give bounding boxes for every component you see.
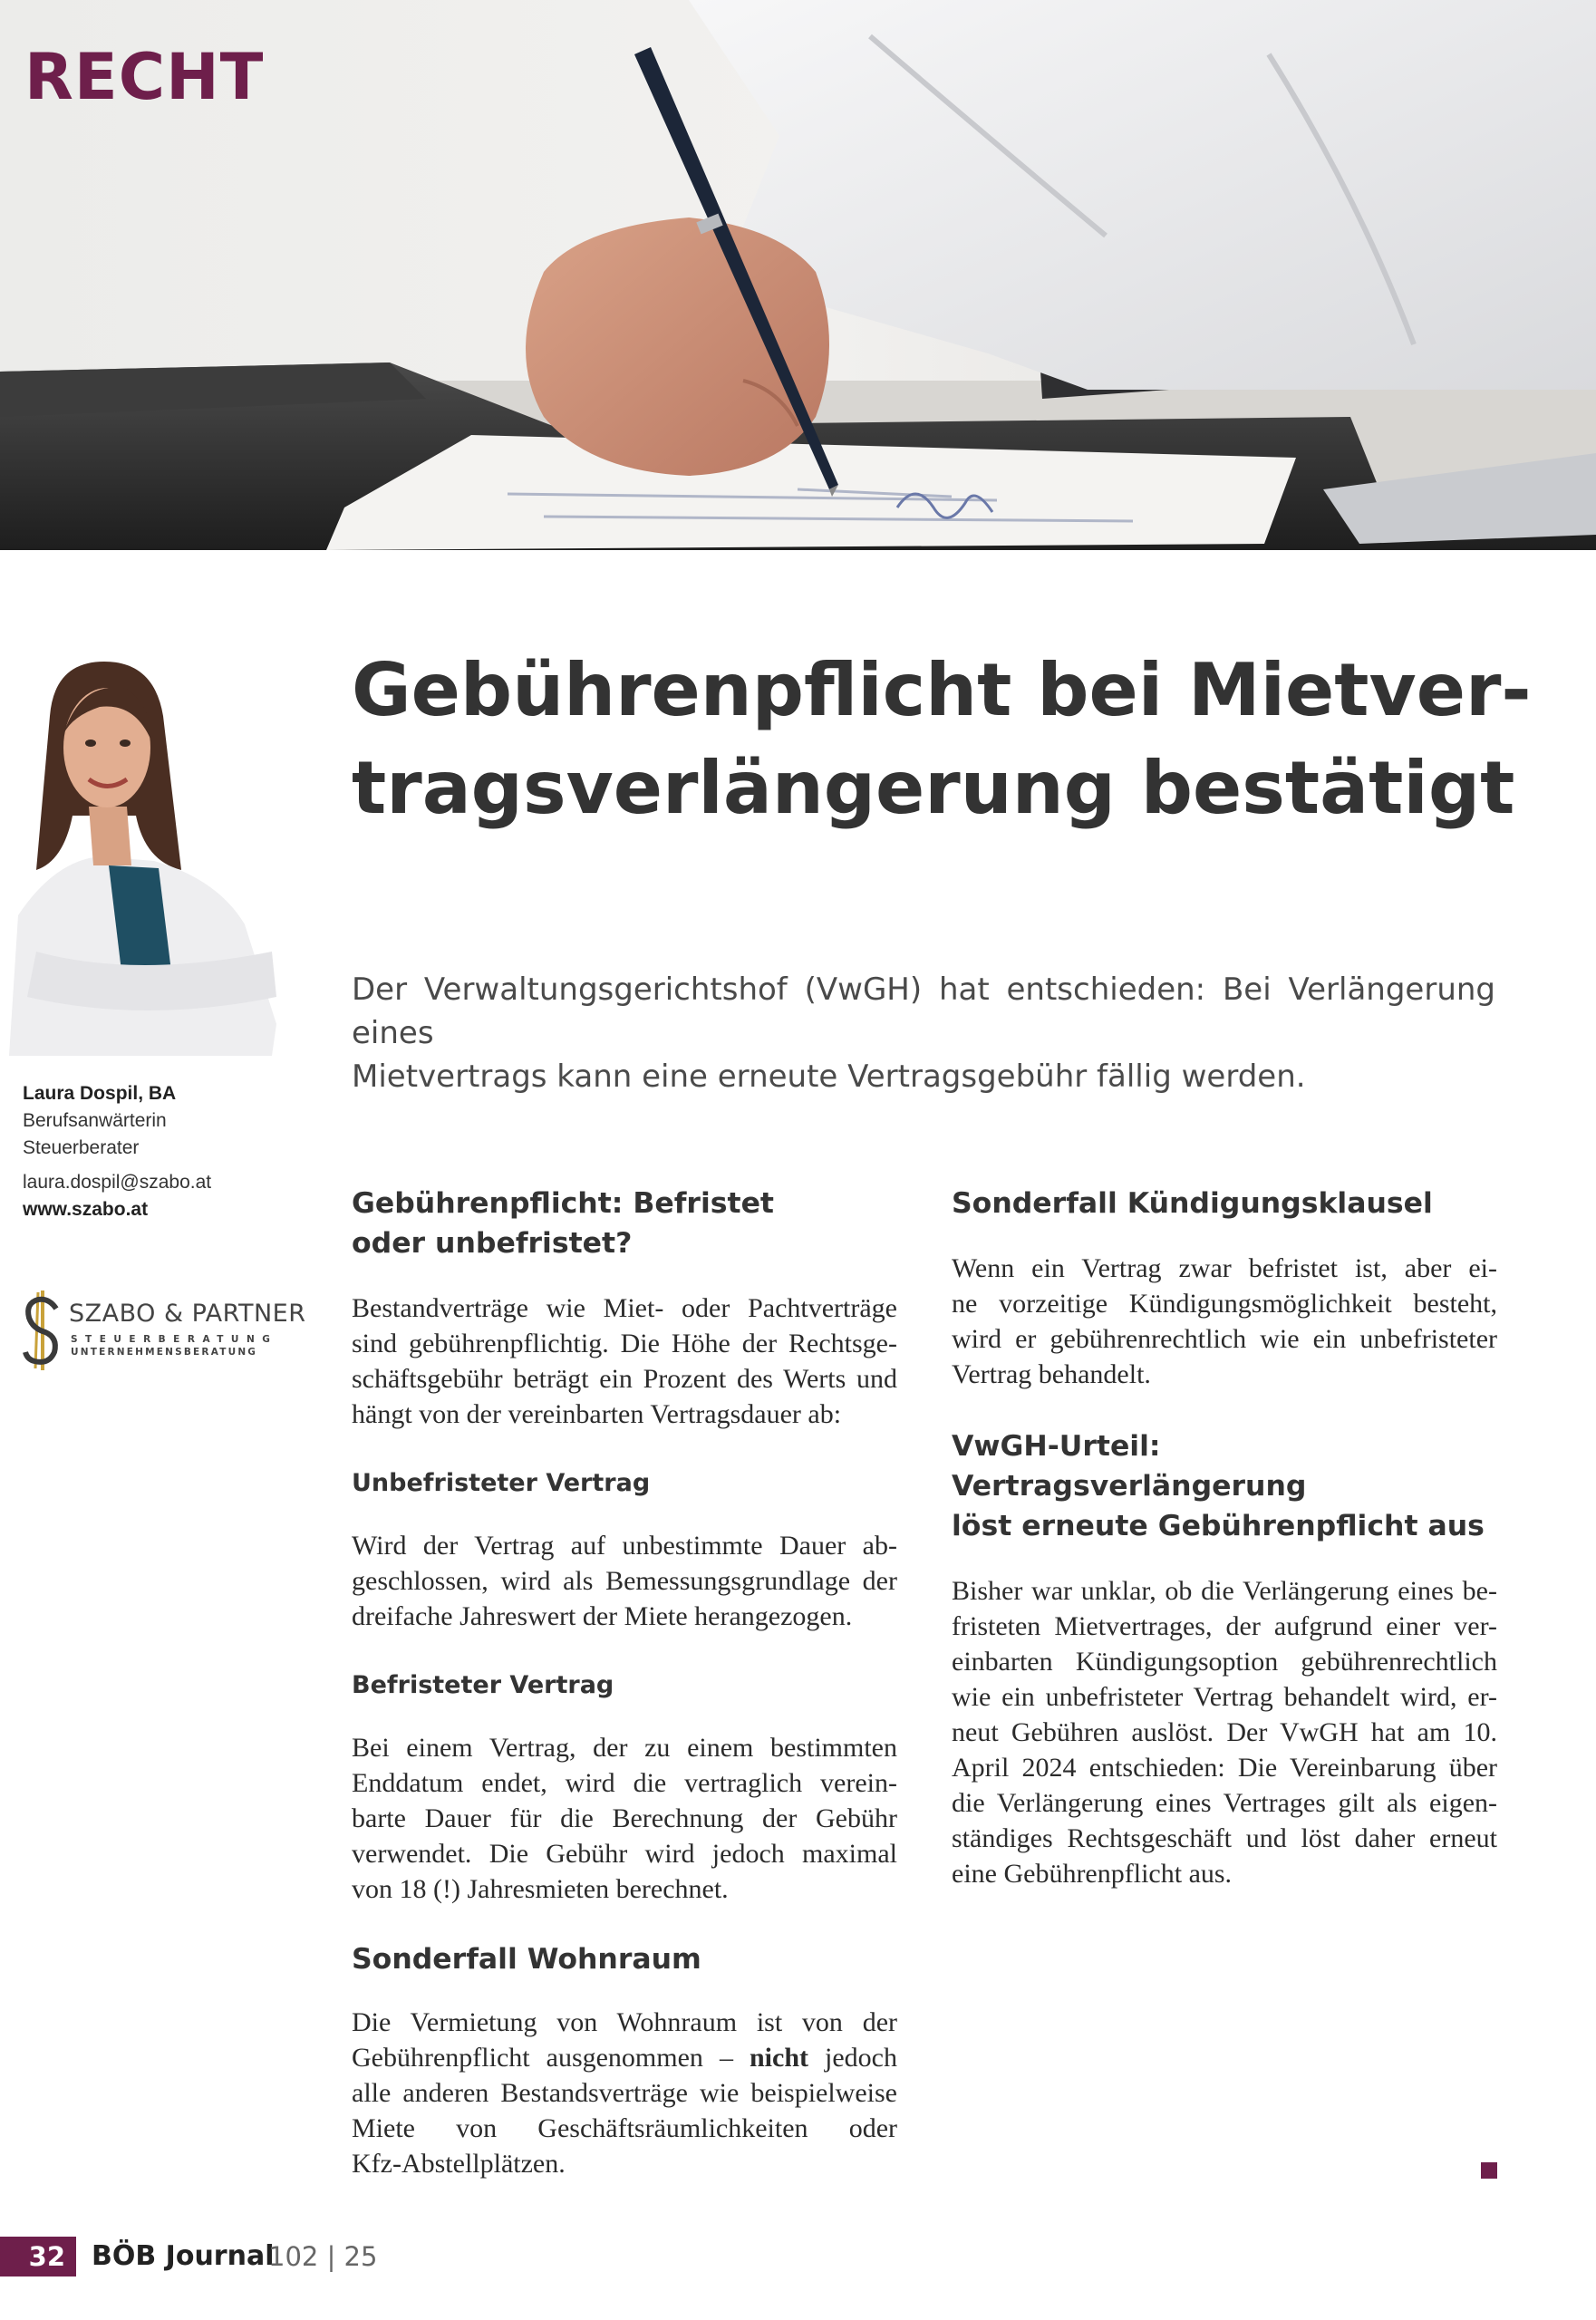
text-line: alle anderen Bestandsverträge wie beispielweise bbox=[352, 2078, 897, 2108]
text-line: April 2024 entschieden: Die Vereinbarung über bbox=[952, 1753, 1497, 1783]
text-line: dreifache Jahreswert der Miete herangezogen. bbox=[352, 1601, 853, 1631]
section-heading bbox=[952, 1426, 1497, 1546]
paragraph bbox=[952, 1573, 1497, 1891]
text-line: hängt von der vereinbarten Vertragsdauer ab: bbox=[352, 1399, 842, 1429]
lead-line: Mietvertrags kann eine erneute Vertragsgebühr fällig werden. bbox=[352, 1058, 1306, 1095]
text-line: Wenn ein Vertrag zwar befristet ist, aber ei- bbox=[952, 1253, 1497, 1283]
paragraph bbox=[352, 1730, 897, 1907]
text-line: ständiges Rechtsgeschäft und löst daher erneut bbox=[952, 1823, 1497, 1853]
text-line: einbarten Kündigungsoption gebührenrechtlich bbox=[952, 1647, 1497, 1677]
author-info bbox=[23, 1080, 295, 1223]
text-line: wie ein unbefristeter Vertrag behandelt wird, er- bbox=[952, 1682, 1497, 1712]
text-line: schäftsgebühr beträgt ein Prozent des Werts und bbox=[352, 1364, 897, 1394]
section-heading: Sonderfall Wohnraum bbox=[352, 1943, 701, 1976]
issue-number: 102 | 25 bbox=[268, 2241, 378, 2272]
logo-line: UNTERNEHMENSBERATUNG bbox=[71, 1347, 258, 1358]
text-line: Vertrag behandelt. bbox=[952, 1359, 1151, 1389]
text-line: Enddatum endet, wird die vertraglich verein- bbox=[352, 1768, 897, 1798]
subheading: Befristeter Vertrag bbox=[352, 1671, 614, 1699]
text-line: Bei einem Vertrag, der zu einem bestimmten bbox=[352, 1733, 897, 1763]
text-line: Kfz-Abstellplätzen. bbox=[352, 2149, 566, 2179]
logo-brand: SZABO & PARTNER bbox=[69, 1300, 306, 1328]
section-heading bbox=[352, 1184, 897, 1263]
text-line: die Verlängerung eines Vertrages gilt als eigen- bbox=[952, 1788, 1497, 1818]
paragraph bbox=[352, 2005, 897, 2181]
author-email[interactable]: laura.dospil@szabo.at bbox=[23, 1172, 212, 1193]
text-line: sind gebührenpflichtig. Die Höhe der Rechtsge- bbox=[352, 1329, 897, 1358]
text-line: Miete von Geschäftsräumlichkeiten oder bbox=[352, 2113, 897, 2143]
szabo-partner-logo bbox=[22, 1289, 306, 1372]
text-run: jedoch bbox=[808, 2043, 897, 2073]
text-line: geschlossen, wird als Bemessungsgrundlage der bbox=[352, 1566, 897, 1596]
title-line: Gebührenpflicht bei Mietver- bbox=[352, 648, 1532, 732]
section-label: RECHT bbox=[24, 40, 265, 114]
article-lead bbox=[352, 968, 1495, 1098]
text-line: fristeten Mietvertrages, der aufgrund einer ver- bbox=[952, 1611, 1497, 1641]
article-title bbox=[352, 642, 1566, 837]
heading-line: VwGH-Urteil: Vertragsverlängerung bbox=[952, 1430, 1307, 1503]
author-portrait-illustration bbox=[0, 652, 281, 1056]
text-line: Bestandverträge wie Miet- oder Pachtverträge bbox=[352, 1293, 897, 1323]
logo-line: STEUERBERATUNG bbox=[71, 1334, 278, 1345]
left-column bbox=[352, 1184, 897, 2181]
author-role: Berufsanwärterin bbox=[23, 1110, 167, 1131]
page-number: 32 bbox=[0, 2237, 76, 2276]
article-end-mark bbox=[1481, 2162, 1497, 2179]
text-line: von 18 (!) Jahresmieten berechnet. bbox=[352, 1874, 729, 1904]
dollar-logo-icon bbox=[22, 1289, 63, 1372]
paragraph bbox=[352, 1528, 897, 1634]
text-run: Gebührenpflicht ausgenommen – bbox=[352, 2043, 750, 2073]
text-line: Wird der Vertrag auf unbestimmte Dauer ab- bbox=[352, 1531, 897, 1561]
text-line: barte Dauer für die Berechnung der Gebühr bbox=[352, 1803, 897, 1833]
author-website[interactable]: www.szabo.at bbox=[23, 1199, 149, 1220]
author-role: Steuerberater bbox=[23, 1137, 140, 1158]
right-column bbox=[952, 1184, 1497, 1891]
text-line: ne vorzeitige Kündigungsmöglichkeit besteht, bbox=[952, 1289, 1497, 1319]
author-portrait bbox=[0, 652, 281, 1056]
heading-line: löst erneute Gebührenpflicht aus bbox=[952, 1510, 1485, 1542]
text-line: neut Gebühren auslöst. Der VwGH hat am 10. bbox=[952, 1717, 1497, 1747]
section-heading: Sonderfall Kündigungsklausel bbox=[952, 1187, 1433, 1220]
author-name: Laura Dospil, BA bbox=[23, 1083, 177, 1104]
paragraph bbox=[352, 1290, 897, 1432]
heading-line: Gebührenpflicht: Befristet bbox=[352, 1187, 774, 1220]
paragraph bbox=[952, 1251, 1497, 1392]
emphasis-text: nicht bbox=[749, 2043, 808, 2073]
journal-name: BÖB Journal bbox=[92, 2240, 275, 2272]
subheading: Unbefristeter Vertrag bbox=[352, 1469, 651, 1497]
text-line: Bisher war unklar, ob die Verlängerung eines be- bbox=[952, 1576, 1497, 1606]
text-line: wird er gebührenrechtlich wie ein unbefristeter bbox=[952, 1324, 1497, 1354]
text-line: verwendet. Die Gebühr wird jedoch maximal bbox=[352, 1839, 897, 1869]
heading-line: oder unbefristet? bbox=[352, 1227, 633, 1260]
text-line: eine Gebührenpflicht aus. bbox=[952, 1859, 1233, 1889]
title-line: tragsverlängerung bestätigt bbox=[352, 746, 1515, 830]
text-line bbox=[352, 2040, 897, 2075]
lead-line: Der Verwaltungsgerichtshof (VwGH) hat entschieden: Bei Verlängerung eines bbox=[352, 972, 1495, 1051]
text-line: Die Vermietung von Wohnraum ist von der bbox=[352, 2007, 897, 2037]
